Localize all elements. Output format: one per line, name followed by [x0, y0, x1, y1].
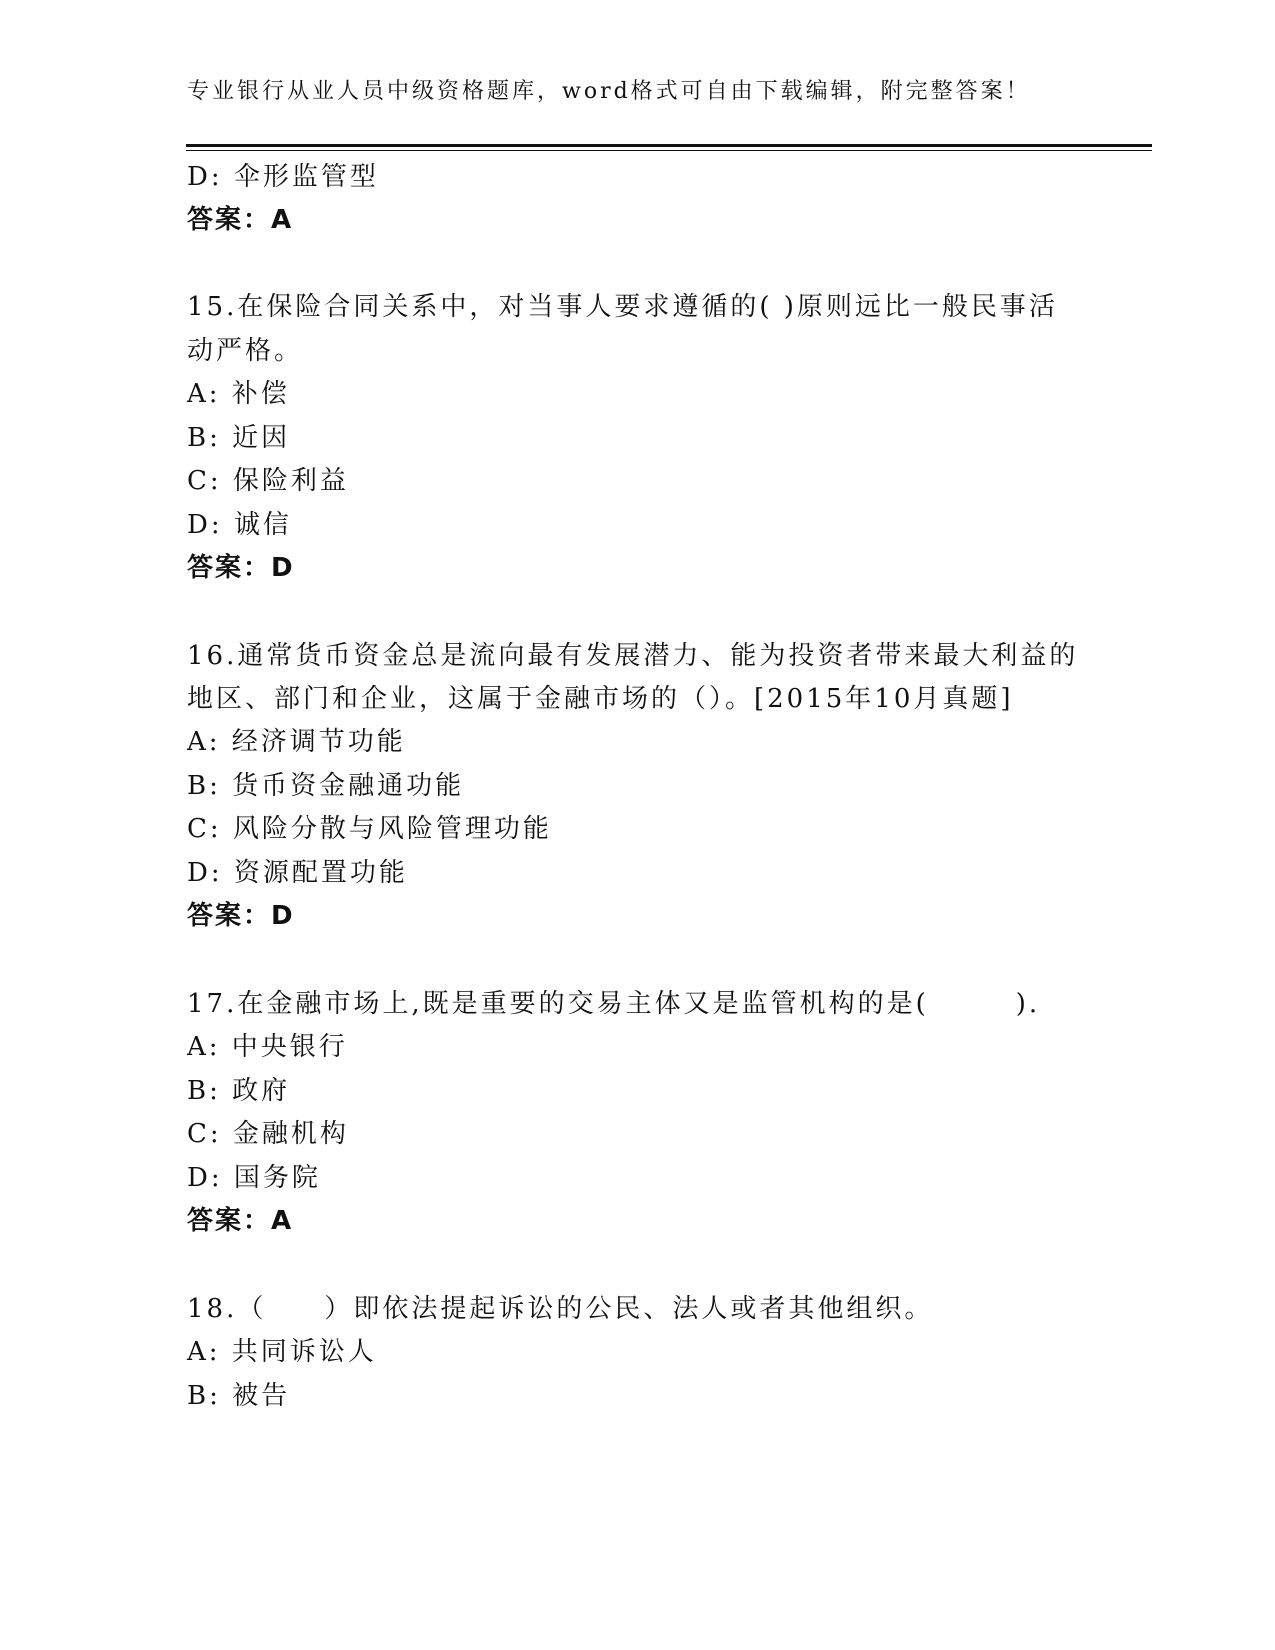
- question-15-option-c: C: 保险利益: [187, 466, 349, 496]
- question-17-option-c: C: 金融机构: [187, 1119, 349, 1149]
- question-16-option-a: A: 经济调节功能: [187, 727, 406, 757]
- question-15-stem-line-1: 15.在保险合同关系中，对当事人要求遵循的( )原则远比一般民事活: [187, 292, 1058, 322]
- question-17-option-b: B: 政府: [187, 1076, 291, 1106]
- question-17-stem-line-1: 17.在金融市场上,既是重要的交易主体又是监管机构的是( ).: [187, 989, 1041, 1019]
- question-18-option-b: B: 被告: [187, 1381, 291, 1411]
- question-17-option-a: A: 中央银行: [187, 1032, 348, 1062]
- prev-question-answer: 答案：A: [187, 205, 294, 235]
- question-16-answer: 答案：D: [187, 901, 295, 931]
- question-18-stem-line-1: 18.（ ）即依法提起诉讼的公民、法人或者其他组织。: [187, 1294, 934, 1324]
- header-rule-thick: [186, 144, 1152, 147]
- page-header: 专业银行从业人员中级资格题库，word格式可自由下载编辑，附完整答案！: [187, 79, 1031, 104]
- question-15-option-d: D: 诚信: [187, 510, 292, 540]
- question-18-option-a: A: 共同诉讼人: [187, 1337, 377, 1367]
- question-15-option-b: B: 近因: [187, 423, 291, 453]
- prev-question-option-d: D: 伞形监管型: [187, 162, 379, 192]
- question-16-option-b: B: 货币资金融通功能: [187, 771, 465, 801]
- question-16-option-c: C: 风险分散与风险管理功能: [187, 814, 552, 844]
- question-15-stem-line-2: 动严格。: [187, 336, 304, 366]
- question-17-option-d: D: 国务院: [187, 1163, 321, 1193]
- question-17-answer: 答案：A: [187, 1206, 294, 1236]
- question-16-stem-line-1: 16.通常货币资金总是流向最有发展潜力、能为投资者带来最大利益的: [187, 641, 1079, 671]
- question-15-option-a: A: 补偿: [187, 379, 290, 409]
- header-rule-thin: [186, 150, 1152, 151]
- question-15-answer: 答案：D: [187, 553, 295, 583]
- question-16-option-d: D: 资源配置功能: [187, 858, 408, 888]
- question-16-stem-line-2: 地区、部门和企业，这属于金融市场的（）。[2015年10月真题]: [187, 684, 1014, 714]
